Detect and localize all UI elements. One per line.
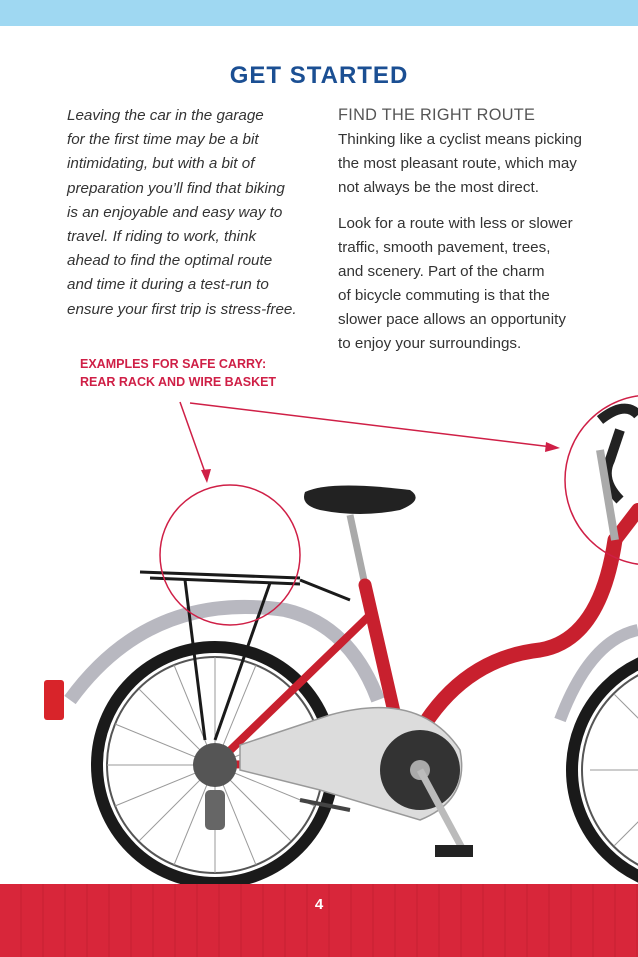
pedal bbox=[435, 845, 473, 857]
route-line: Thinking like a cyclist means picking bbox=[338, 131, 582, 148]
route-line: slower pace allows an opportunity bbox=[338, 311, 566, 328]
route-line: the most pleasant route, which may bbox=[338, 155, 577, 172]
route-line: traffic, smooth pavement, trees, bbox=[338, 239, 551, 256]
callout-line-2: REAR RACK AND WIRE BASKET bbox=[80, 375, 277, 389]
route-line: Look for a route with less or slower bbox=[338, 215, 573, 232]
intro-line: intimidating, but with a bit of bbox=[67, 155, 255, 173]
page-title: GET STARTED bbox=[229, 62, 409, 89]
intro-line: is an enjoyable and easy way to bbox=[67, 203, 283, 221]
front-wheel bbox=[572, 652, 638, 888]
intro-line: Leaving the car in the garage bbox=[67, 107, 264, 124]
intro-line: for the first time may be a bit bbox=[67, 131, 259, 149]
intro-line: preparation you’ll find that biking bbox=[67, 179, 285, 197]
route-paragraph-2 bbox=[338, 212, 623, 356]
bike-saddle bbox=[304, 485, 416, 514]
route-line: to enjoy your surroundings. bbox=[338, 335, 522, 352]
rear-reflector bbox=[44, 680, 64, 720]
intro-line: and time it during a test-run to bbox=[67, 276, 269, 294]
intro-line: ahead to find the optimal route bbox=[67, 252, 273, 270]
footer-band bbox=[0, 884, 638, 957]
bicycle-illustration bbox=[0, 360, 638, 890]
rear-cassette bbox=[193, 743, 237, 787]
route-body bbox=[338, 128, 623, 368]
route-heading: FIND THE RIGHT ROUTE bbox=[338, 106, 536, 124]
route-paragraph-1 bbox=[338, 128, 623, 200]
intro-line: ensure your first trip is stress-free. bbox=[67, 300, 297, 318]
top-color-band bbox=[0, 0, 638, 26]
intro-paragraph bbox=[67, 104, 317, 322]
callout-arrows bbox=[180, 402, 560, 483]
seat-post bbox=[350, 515, 365, 585]
rear-derailleur bbox=[205, 790, 225, 830]
route-line: and scenery. Part of the charm bbox=[338, 263, 545, 280]
route-line: of bicycle commuting is that the bbox=[338, 287, 550, 304]
callout-line-1: EXAMPLES FOR SAFE CARRY: bbox=[80, 357, 267, 371]
page-number: 4 bbox=[314, 896, 324, 913]
route-line: not always be the most direct. bbox=[338, 179, 539, 196]
intro-line: travel. If riding to work, think bbox=[67, 228, 257, 246]
